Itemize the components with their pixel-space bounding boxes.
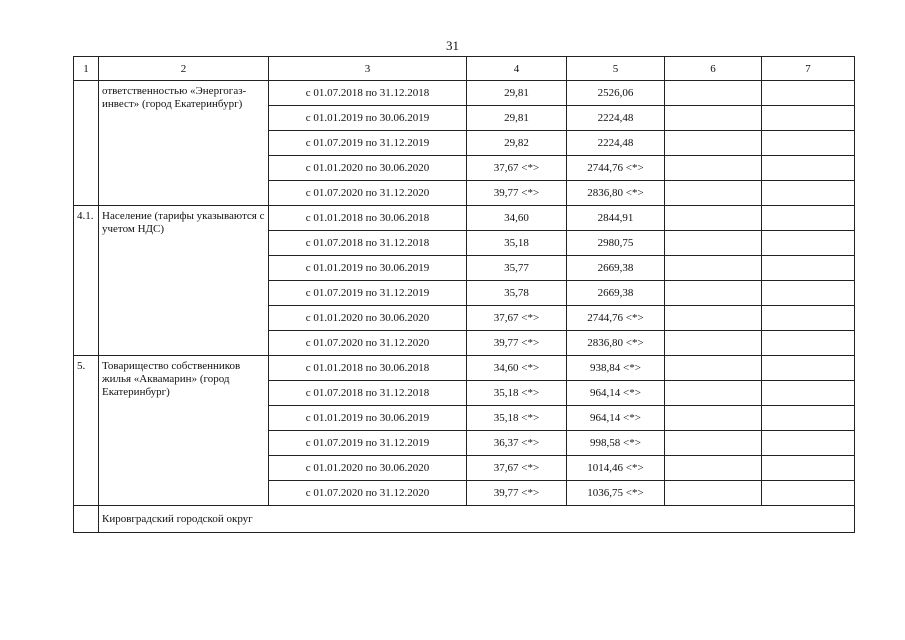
empty-cell-6 bbox=[665, 456, 762, 481]
tariff-component-cell: 35,18 <*> bbox=[467, 406, 567, 431]
header-cell-4: 4 bbox=[467, 57, 567, 81]
tariff-energy-cell: 964,14 <*> bbox=[567, 381, 665, 406]
table-header-row bbox=[74, 57, 855, 81]
tariff-energy-cell: 938,84 <*> bbox=[567, 356, 665, 381]
empty-cell-6 bbox=[665, 206, 762, 231]
tariff-component-cell: 39,77 <*> bbox=[467, 331, 567, 356]
empty-cell-6 bbox=[665, 356, 762, 381]
tariff-component-cell: 35,18 <*> bbox=[467, 381, 567, 406]
tariff-energy-cell: 2836,80 <*> bbox=[567, 331, 665, 356]
tariff-energy-cell: 1036,75 <*> bbox=[567, 481, 665, 506]
empty-cell-7 bbox=[762, 481, 855, 506]
tariff-component-cell: 29,81 bbox=[467, 106, 567, 131]
tariff-table bbox=[73, 56, 855, 533]
row-number-cell bbox=[74, 81, 99, 206]
empty-cell-6 bbox=[665, 431, 762, 456]
empty-cell-7 bbox=[762, 456, 855, 481]
empty-cell-6 bbox=[665, 181, 762, 206]
period-cell: с 01.01.2020 по 30.06.2020 bbox=[269, 456, 467, 481]
empty-cell-6 bbox=[665, 406, 762, 431]
tariff-energy-cell: 964,14 <*> bbox=[567, 406, 665, 431]
tariff-component-cell: 35,18 bbox=[467, 231, 567, 256]
header-cell-5: 5 bbox=[567, 57, 665, 81]
period-cell: с 01.07.2019 по 31.12.2019 bbox=[269, 431, 467, 456]
header-cell-7: 7 bbox=[762, 57, 855, 81]
tariff-energy-cell: 2669,38 bbox=[567, 256, 665, 281]
period-cell: с 01.01.2020 по 30.06.2020 bbox=[269, 156, 467, 181]
tariff-component-cell: 39,77 <*> bbox=[467, 181, 567, 206]
tariff-component-cell: 37,67 <*> bbox=[467, 156, 567, 181]
header-cell-6: 6 bbox=[665, 57, 762, 81]
period-cell: с 01.07.2019 по 31.12.2019 bbox=[269, 131, 467, 156]
header-cell-3: 3 bbox=[269, 57, 467, 81]
empty-cell-6 bbox=[665, 81, 762, 106]
empty-cell-6 bbox=[665, 106, 762, 131]
header-cell-1: 1 bbox=[74, 57, 99, 81]
empty-cell-6 bbox=[665, 281, 762, 306]
empty-cell-6 bbox=[665, 256, 762, 281]
empty-cell-7 bbox=[762, 431, 855, 456]
organization-name-cell: ответственностью «Энергогаз-инвест» (город Екатеринбург) bbox=[99, 81, 269, 206]
header-cell-2: 2 bbox=[99, 57, 269, 81]
row-number-cell: 5. bbox=[74, 356, 99, 506]
tariff-energy-cell: 2224,48 bbox=[567, 106, 665, 131]
table-row bbox=[74, 206, 855, 231]
tariff-component-cell: 37,67 <*> bbox=[467, 456, 567, 481]
table-body bbox=[74, 57, 855, 533]
period-cell: с 01.07.2018 по 31.12.2018 bbox=[269, 231, 467, 256]
empty-cell-7 bbox=[762, 231, 855, 256]
empty-cell-7 bbox=[762, 406, 855, 431]
tariff-energy-cell: 2980,75 bbox=[567, 231, 665, 256]
empty-cell-7 bbox=[762, 381, 855, 406]
empty-cell-7 bbox=[762, 206, 855, 231]
empty-cell-6 bbox=[665, 481, 762, 506]
table-row bbox=[74, 356, 855, 381]
empty-cell-7 bbox=[762, 106, 855, 131]
row-number-cell: 4.1. bbox=[74, 206, 99, 356]
tariff-energy-cell: 1014,46 <*> bbox=[567, 456, 665, 481]
period-cell: с 01.01.2018 по 30.06.2018 bbox=[269, 206, 467, 231]
empty-cell-7 bbox=[762, 356, 855, 381]
tariff-component-cell: 37,67 <*> bbox=[467, 306, 567, 331]
period-cell: с 01.07.2018 по 31.12.2018 bbox=[269, 81, 467, 106]
period-cell: с 01.01.2018 по 30.06.2018 bbox=[269, 356, 467, 381]
organization-name-cell: Население (тарифы указываются с учетом НДС) bbox=[99, 206, 269, 356]
period-cell: с 01.07.2020 по 31.12.2020 bbox=[269, 181, 467, 206]
empty-cell-7 bbox=[762, 306, 855, 331]
tariff-energy-cell: 2526,06 bbox=[567, 81, 665, 106]
period-cell: с 01.01.2019 по 30.06.2019 bbox=[269, 106, 467, 131]
tariff-component-cell: 34,60 bbox=[467, 206, 567, 231]
empty-cell-7 bbox=[762, 131, 855, 156]
period-cell: с 01.07.2018 по 31.12.2018 bbox=[269, 381, 467, 406]
period-cell: с 01.07.2020 по 31.12.2020 bbox=[269, 481, 467, 506]
empty-cell-7 bbox=[762, 156, 855, 181]
tariff-component-cell: 35,78 bbox=[467, 281, 567, 306]
organization-name-cell: Товарищество собственников жилья «Аквамарин» (город Екатеринбург) bbox=[99, 356, 269, 506]
empty-cell-6 bbox=[665, 231, 762, 256]
period-cell: с 01.01.2019 по 30.06.2019 bbox=[269, 406, 467, 431]
tariff-energy-cell: 2224,48 bbox=[567, 131, 665, 156]
period-cell: с 01.01.2019 по 30.06.2019 bbox=[269, 256, 467, 281]
empty-cell-6 bbox=[665, 381, 762, 406]
section-row bbox=[74, 506, 855, 533]
tariff-energy-cell: 2744,76 <*> bbox=[567, 306, 665, 331]
page-number: 31 bbox=[446, 38, 459, 53]
tariff-energy-cell: 2669,38 bbox=[567, 281, 665, 306]
tariff-energy-cell: 998,58 <*> bbox=[567, 431, 665, 456]
tariff-energy-cell: 2836,80 <*> bbox=[567, 181, 665, 206]
empty-cell-7 bbox=[762, 281, 855, 306]
period-cell: с 01.01.2020 по 30.06.2020 bbox=[269, 306, 467, 331]
section-title-cell: Кировградский городской округ bbox=[99, 506, 855, 533]
empty-cell-7 bbox=[762, 181, 855, 206]
tariff-component-cell: 35,77 bbox=[467, 256, 567, 281]
empty-cell-7 bbox=[762, 81, 855, 106]
tariff-energy-cell: 2844,91 bbox=[567, 206, 665, 231]
tariff-energy-cell: 2744,76 <*> bbox=[567, 156, 665, 181]
empty-cell-6 bbox=[665, 331, 762, 356]
tariff-component-cell: 29,81 bbox=[467, 81, 567, 106]
section-number-cell bbox=[74, 506, 99, 533]
period-cell: с 01.07.2020 по 31.12.2020 bbox=[269, 331, 467, 356]
tariff-component-cell: 36,37 <*> bbox=[467, 431, 567, 456]
table-row bbox=[74, 81, 855, 106]
tariff-component-cell: 39,77 <*> bbox=[467, 481, 567, 506]
empty-cell-7 bbox=[762, 331, 855, 356]
tariff-component-cell: 29,82 bbox=[467, 131, 567, 156]
empty-cell-7 bbox=[762, 256, 855, 281]
empty-cell-6 bbox=[665, 131, 762, 156]
tariff-component-cell: 34,60 <*> bbox=[467, 356, 567, 381]
empty-cell-6 bbox=[665, 306, 762, 331]
period-cell: с 01.07.2019 по 31.12.2019 bbox=[269, 281, 467, 306]
empty-cell-6 bbox=[665, 156, 762, 181]
